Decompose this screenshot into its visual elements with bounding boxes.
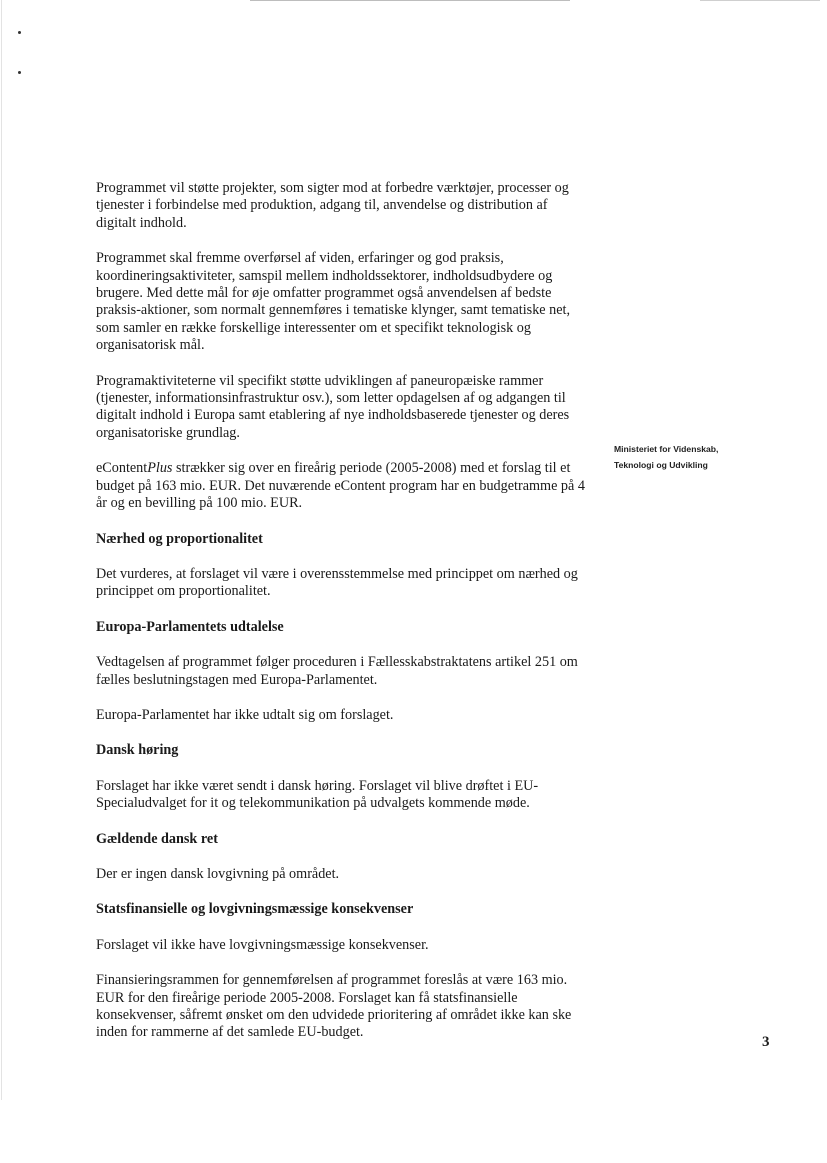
document-body: [96, 180, 588, 1060]
heading-subsidiarity: Nærhed og proportionalitet: [96, 530, 263, 547]
scan-edge-line: [1, 0, 2, 1100]
ministry-name-line1: Ministeriet for Videnskab,: [614, 444, 719, 454]
paragraph-subsidiarity: Det vurderes, at forslaget vil være i overensstemmelse med princippet om nærhed og princippet om proportionalitet.: [96, 565, 578, 600]
scan-speck: [18, 31, 21, 34]
budget-text: strækker sig over en fireårig periode (2005-2008) med et forslag til et budget på 163 mio. EUR. Det nuværende eContent program har en budgetramme på 4 år og en bevilling på 100 mio. EUR.: [96, 460, 585, 512]
paragraph-support: Programmet vil støtte projekter, som sigter mod at forbedre værktøjer, processer og tjenester i forbindelse med produktion, adgang til, anvendelse og distribution af digitalt indhold.: [96, 180, 569, 231]
scan-edge-line: [700, 0, 820, 1]
paragraph-legal-consequences: Forslaget vil ikke have lovgivningsmæssige konsekvenser.: [96, 936, 429, 953]
paragraph-consultation: Forslaget har ikke været sendt i dansk høring. Forslaget vil blive drøftet i EU-Specialudvalget for it og telekommunikation på udvalgets kommende møde.: [96, 777, 539, 812]
ministry-sidebar: [614, 441, 814, 473]
scan-edge-line: [250, 0, 570, 1]
paragraph-danish-law: Der er ingen dansk lovgivning på området.: [96, 865, 340, 882]
heading-consequences: Statsfinansielle og lovgivningsmæssige konsekvenser: [96, 901, 414, 918]
scan-speck: [18, 71, 21, 74]
ministry-name-line2: Teknologi og Udvikling: [614, 460, 708, 470]
econtent-label: eContent: [96, 460, 148, 477]
paragraph-procedure: Vedtagelsen af programmet følger proceduren i Fællesskabstraktatens artikel 251 om fælles beslutningstagen med Europa-Parlamentet.: [96, 654, 578, 688]
heading-parliament: Europa-Parlamentets udtalelse: [96, 618, 284, 635]
paragraph-parliament-opinion: Europa-Parlamentet har ikke udtalt sig om forslaget.: [96, 706, 394, 723]
paragraph-knowledge-transfer: Programmet skal fremme overførsel af viden, erfaringer og god praksis, koordineringsaktiviteter, samspil mellem indholdssektorer, indholdsudbydere og brugere. Med dette mål for øje omfatter programmet også anvendelsen af bedste praksis-aktioner, som normalt gennemføres i tematiske klynger, samt tematiske net, som samler en række forskellige interessenter om et specifikt teknologisk og organisatorisk mål.: [96, 250, 571, 354]
heading-danish-law: Gældende dansk ret: [96, 830, 218, 847]
paragraph-financing: Finansieringsrammen for gennemførelsen af programmet foreslås at være 163 mio. EUR for den fireårige periode 2005-2008. Forslaget kan få statsfinansielle konsekvenser, såfremt ønsket om den udvidede prioritering af området ikke kan ske inden for rammerne af det samlede EU-budget.: [96, 972, 572, 1041]
heading-consultation: Dansk høring: [96, 742, 179, 759]
page-number: 3: [762, 1034, 770, 1050]
paragraph-program-activities: Programaktiviteterne vil specifikt støtte udviklingen af paneuropæiske rammer (tjenester, informationsinfrastruktur osv.), som letter opdagelsen af og adgangen til digitalt indhold i Europa samt etablering af nye indholdsbaserede tjenester og deres organisatoriske grundlag.: [96, 372, 570, 441]
paragraph-budget: [96, 460, 588, 512]
econtent-plus-label: Plus: [147, 460, 173, 477]
